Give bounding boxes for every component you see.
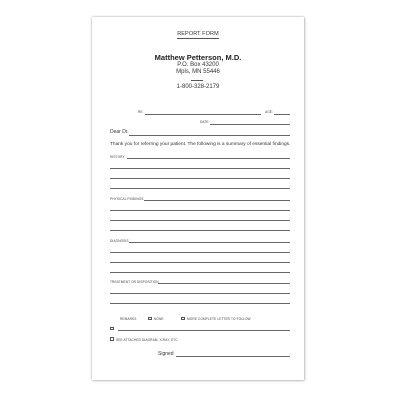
history-line[interactable] [127,158,290,159]
greeting: Dear Dr. [110,129,129,135]
intro-text: Thank you for referring your patient. The following is a summary of essential findings. [110,142,291,147]
treatment-line[interactable] [110,303,290,304]
treatment-line[interactable] [158,283,290,284]
form-title: REPORT FORM [177,31,219,37]
signed-label: Signed [158,351,174,357]
physical-findings-line[interactable] [110,210,290,211]
phone-number: 1-800-328-2179 [176,84,220,90]
history-label: HISTORY [110,155,125,159]
none-checkbox[interactable] [148,317,152,321]
signature-line[interactable] [176,356,290,357]
re-field[interactable] [145,114,261,115]
physical-findings-line[interactable] [110,220,290,221]
report-form-sheet [92,17,304,380]
treatment-line[interactable] [110,293,290,294]
treatment-label: TREATMENT OR DISPOSITION [110,280,159,284]
physical-findings-line[interactable] [144,200,290,201]
date-label: DATE: [200,120,210,124]
date-field[interactable] [210,124,290,125]
diagnosis-line[interactable] [110,262,290,263]
attached-checkbox[interactable] [110,337,114,341]
diagnosis-line[interactable] [129,242,290,243]
doctor-field[interactable] [129,135,290,136]
diagnosis-label: DIAGNOSIS [110,239,129,243]
other-checkbox[interactable] [110,327,114,331]
other-line[interactable] [118,330,290,331]
address-line-1: P.O. Box 43200 [177,62,219,68]
diagnosis-line[interactable] [110,252,290,253]
diagnosis-line[interactable] [110,272,290,273]
header-divider [191,80,203,81]
physical-findings-label: PHYSICAL FINDINGS [110,197,144,201]
age-field[interactable] [274,114,290,115]
history-line[interactable] [110,168,290,169]
address-line-2: Mpls, MN 55446 [176,69,220,75]
more-letter-checkbox[interactable] [181,317,185,321]
attached-label: SEE ATTACHED DIAGRAM, X-RAY, ETC [116,337,178,342]
re-label: RE: [138,110,144,114]
history-line[interactable] [110,188,290,189]
history-line[interactable] [110,178,290,179]
physical-findings-line[interactable] [110,230,290,231]
more-letter-label: MORE COMPLETE LETTER TO FOLLOW [187,317,251,321]
remarks-label: REMARKS [120,317,137,321]
none-label: NONE [154,317,164,321]
doctor-name: Matthew Petterson, M.D. [154,53,242,62]
age-label: AGE: [265,110,274,114]
